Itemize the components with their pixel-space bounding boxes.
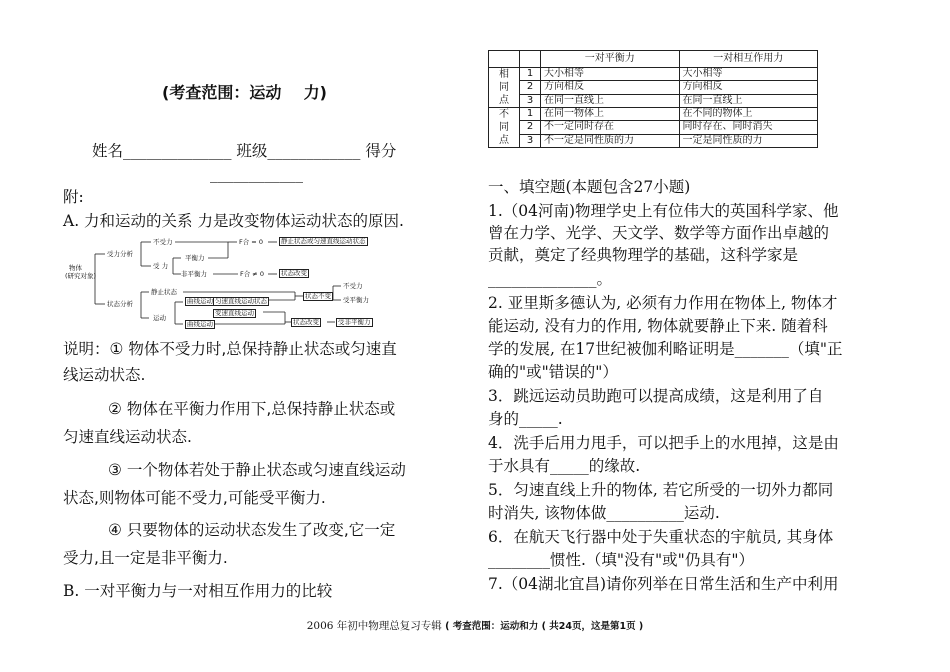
section-a-heading: A. 力和运动的关系 力是改变物体运动状态的原因. <box>63 212 404 230</box>
question-line: 3．跳远运动员助跑可以提高成绩，这是利用了自 <box>488 387 824 405</box>
question-line: 能运动, 没有力的作用, 物体就要静止下来. 随着科 <box>488 317 828 335</box>
question-line: 7.（04湖北宜昌)请你列举在日常生活和生产中利用 <box>488 575 839 593</box>
diagram-root-sub: (研究对象) <box>65 272 97 280</box>
diagram-state-analysis: 状态分析 <box>107 300 133 308</box>
diagram-not-forced: 不受力 <box>153 238 173 246</box>
appendix-label: 附: <box>63 188 84 206</box>
table-cell: 方向相反 <box>679 81 818 94</box>
question-line: 贡献，奠定了经典物理学的基础，这科学家是 <box>488 246 799 264</box>
table-cell: 在同一直线上 <box>679 94 818 107</box>
question-line: 曾在力学、光学、天文学、数学等方面作出卓越的 <box>488 224 830 242</box>
note-3b: 状态,则物体可能不受力,可能受平衡力. <box>63 489 326 507</box>
table-cell: 2 <box>520 81 541 94</box>
table-row <box>489 121 818 134</box>
fill-blank-heading: 一、填空题(本题包含27小题) <box>488 178 691 196</box>
diagram-unbalanced: 非平衡力 <box>181 270 207 278</box>
question-line: 确的"或"错误的"） <box>488 363 618 381</box>
table-group-same: 相 同 点 <box>489 68 520 108</box>
diagram-root: 物体 <box>69 264 82 272</box>
diagram-straight: 曲线运动 <box>187 297 213 305</box>
table-row <box>489 134 818 147</box>
diagram-static: 静止状态 <box>151 288 177 296</box>
table-cell: 不一定同时存在 <box>541 121 680 134</box>
diagram-unbalanced-force: 受非平衡力 <box>338 318 371 326</box>
question-line: 时消失, 该物体做__________运动. <box>488 504 720 522</box>
diagram-forced: 受 力 <box>153 262 169 270</box>
table-cell: 3 <box>520 134 541 147</box>
table-row <box>489 81 818 94</box>
question-line: 学的发展, 在17世纪被伽利略证明是_______（填"正 <box>488 340 843 358</box>
table-header-blank-1 <box>489 51 520 68</box>
table-cell: 在同一物体上 <box>541 108 680 121</box>
table-header-balanced: 一对平衡力 <box>541 51 680 68</box>
note-1a: 说明：① 物体不受力时,总保持静止状态或匀速直 <box>63 340 397 358</box>
table-cell: 1 <box>520 68 541 81</box>
table-header-interaction: 一对相互作用力 <box>679 51 818 68</box>
table-cell: 同时存在、同时消失 <box>679 121 818 134</box>
table-cell: 在不同的物体上 <box>679 108 818 121</box>
note-1b: 线运动状态. <box>63 366 146 384</box>
diagram-balanced-force: 受平衡力 <box>343 296 369 304</box>
note-4b: 受力,且一定是非平衡力. <box>63 549 228 567</box>
section-b-heading: B. 一对平衡力与一对相互作用力的比较 <box>63 582 333 600</box>
table-group-diff: 不 同 点 <box>489 108 520 148</box>
table-row <box>489 94 818 107</box>
score-blank: ____________ <box>210 165 303 183</box>
diagram-balanced: 平衡力 <box>185 254 205 262</box>
table-cell: 不一定是同性质的力 <box>541 134 680 147</box>
diagram-state-change: 状态改变 <box>281 269 307 277</box>
note-3a: ③ 一个物体若处于静止状态或匀速直线运动 <box>108 461 406 479</box>
note-2b: 匀速直线运动状态. <box>63 428 192 446</box>
diagram-variable-speed: 变速直线运动 <box>215 309 254 317</box>
diagram-force-analysis: 受力分析 <box>107 250 133 258</box>
table-cell: 1 <box>520 108 541 121</box>
diagram-no-force: 不受力 <box>343 282 363 290</box>
footer-main: 2006 年初中物理总复习专辑 <box>306 620 442 632</box>
question-line: 6．在航天飞行器中处于失重状态的宇航员, 其身体 <box>488 528 834 546</box>
note-2a: ② 物体在平衡力作用下,总保持静止状态或 <box>108 400 396 418</box>
table-cell: 大小相等 <box>541 68 680 81</box>
table-row <box>489 68 818 81</box>
diagram-motion: 运动 <box>153 314 166 322</box>
table-cell: 在同一直线上 <box>541 94 680 107</box>
question-line: 2. 亚里斯多德认为, 必须有力作用在物体上, 物体才 <box>488 294 838 312</box>
note-4a: ④ 只要物体的运动状态发生了改变,它一定 <box>108 521 396 539</box>
table-cell: 方向相反 <box>541 81 680 94</box>
question-line: 身的_____. <box>488 410 563 428</box>
table-cell: 一定是同性质的力 <box>679 134 818 147</box>
table-header-blank-2 <box>520 51 541 68</box>
footer-scope: ( 考查范围：运动和力 ( 共24页，这是第1页 ) <box>445 621 644 632</box>
table-cell: 2 <box>520 121 541 134</box>
page-footer <box>0 618 950 633</box>
question-line: ________惯性.（填"没有"或"仍具有"） <box>488 551 754 569</box>
question-line: 5．匀速直线上升的物体, 若它所受的一切外力都同 <box>488 481 834 499</box>
question-line: 1.（04河南)物理学史上有位伟大的英国科学家、他 <box>488 202 839 220</box>
table-cell: 大小相等 <box>679 68 818 81</box>
name-class-score-line: 姓名______________ 班级____________ 得分 <box>92 142 397 160</box>
question-line: ______________。 <box>488 270 613 288</box>
table-row <box>489 108 818 121</box>
diagram-state-changed: 状态改变 <box>293 318 319 326</box>
diagram-speed-curve: 曲线运动 <box>187 320 213 328</box>
force-motion-diagram <box>63 234 397 328</box>
question-line: 4．洗手后用力甩手，可以把手上的水甩掉，这是由 <box>488 434 839 452</box>
question-line: 于水具有_____的缘故. <box>488 457 641 475</box>
diagram-state-keep: 静止状态或匀速直线运动状态 <box>281 237 366 245</box>
scope-title: (考查范围：运动 力) <box>162 83 327 102</box>
table-cell: 3 <box>520 94 541 107</box>
comparison-table <box>488 50 818 148</box>
diagram-uniform-linear: 匀速直线运动状态 <box>215 297 267 305</box>
diagram-state-same: 状态不变 <box>305 292 331 300</box>
diagram-neq-zero: F合 ≠ 0 <box>240 270 264 278</box>
diagram-eq-zero: F合 = 0 <box>239 238 263 246</box>
